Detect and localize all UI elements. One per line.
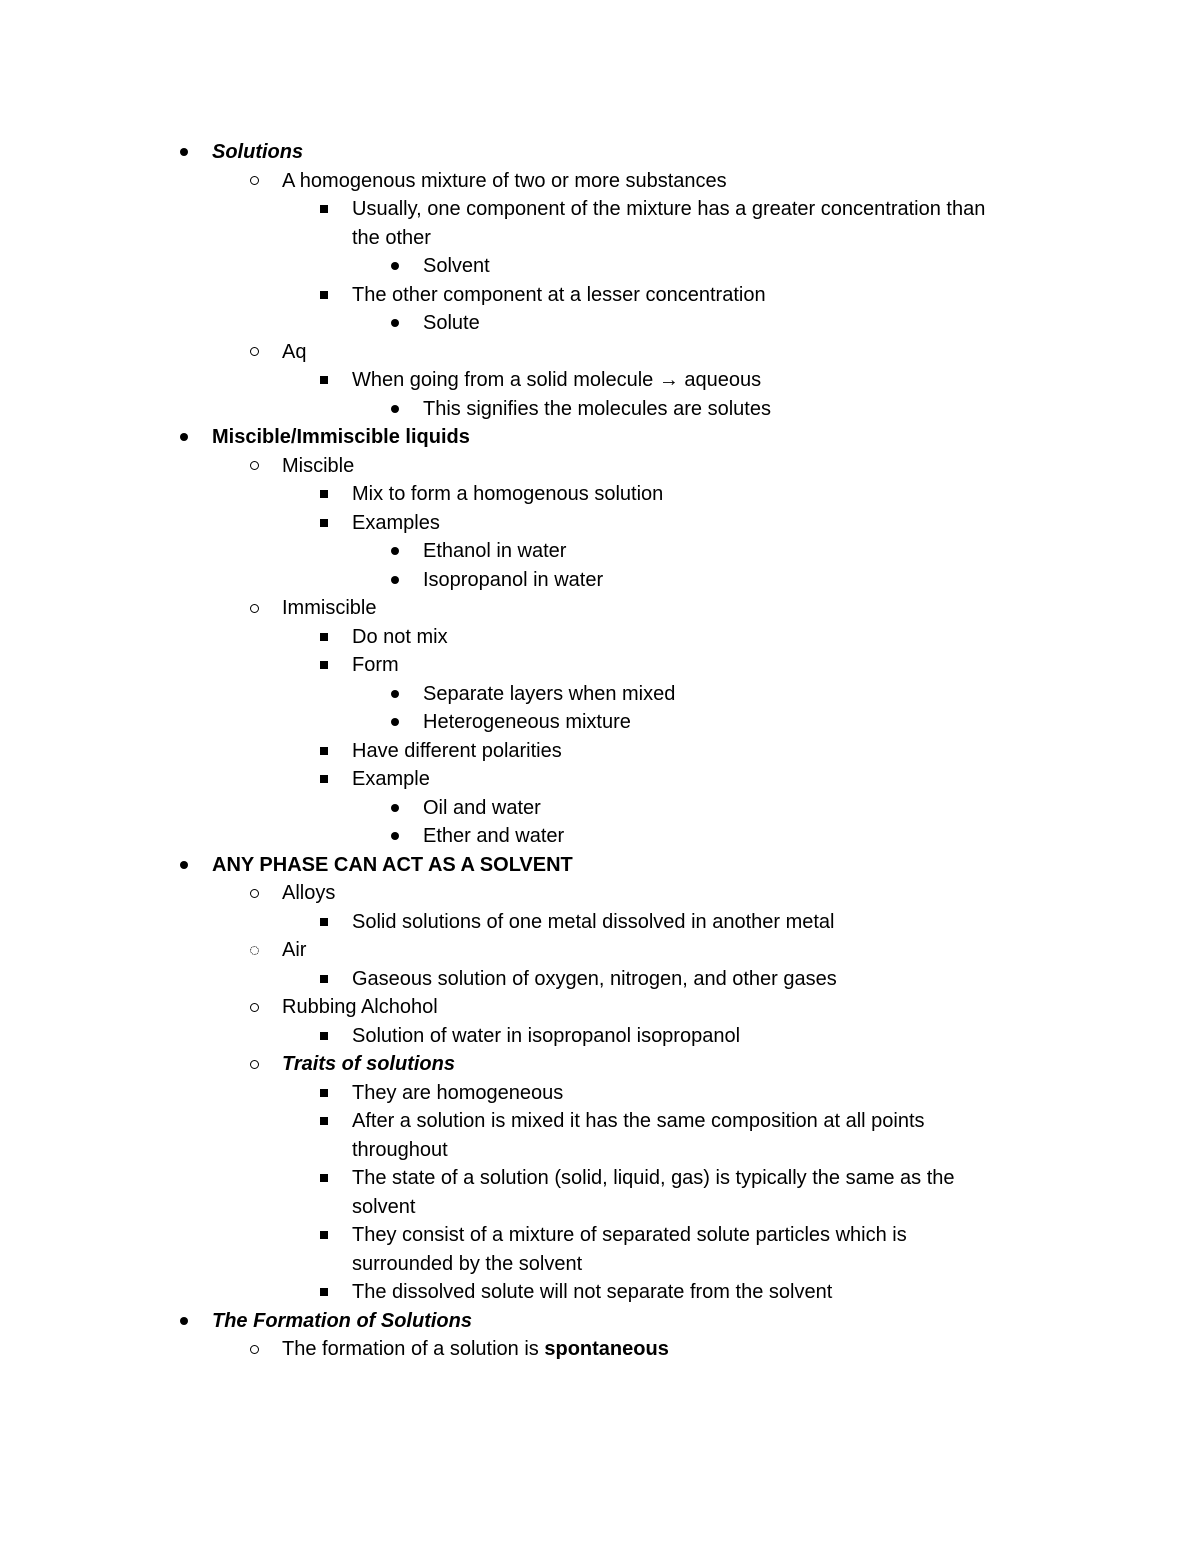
list-item-text <box>282 452 354 481</box>
list-item-label: Isopropanol in water <box>423 568 604 591</box>
filled-square-bullet-icon <box>316 366 332 395</box>
list-item-level-4 <box>0 680 1200 709</box>
list-item-level-1 <box>0 1307 1200 1336</box>
list-item-level-2 <box>0 1335 1200 1364</box>
list-item-label: A homogenous mixture of two or more substances <box>282 169 727 192</box>
filled-square-bullet-icon <box>316 651 332 680</box>
list-item-text <box>352 1136 448 1165</box>
list-item-text <box>352 623 448 652</box>
list-item-label: Air <box>282 939 307 961</box>
list-item-text <box>352 195 985 224</box>
filled-dot-bullet-icon <box>176 1307 192 1336</box>
hollow-circle-bullet-icon <box>246 167 262 196</box>
list-item-text <box>352 281 766 310</box>
filled-square-bullet-icon <box>316 281 332 310</box>
filled-dot-bullet-icon <box>387 309 403 338</box>
list-item-level-3 <box>0 1278 1200 1307</box>
list-item-level-4 <box>0 309 1200 338</box>
list-item-level-4 <box>0 395 1200 424</box>
list-item-continuation <box>0 1193 1200 1222</box>
list-item-text <box>212 851 573 880</box>
filled-square-bullet-icon <box>316 1022 332 1051</box>
list-item-text <box>423 794 541 823</box>
list-item-label: Do not mix <box>352 625 448 648</box>
list-item-label: Solvent <box>423 255 490 277</box>
list-item-label: When going from a solid molecule → aqueous <box>352 369 762 391</box>
list-item-text <box>352 1221 907 1250</box>
list-item-label: Gaseous solution of oxygen, nitrogen, and other gases <box>352 967 837 990</box>
list-item-text <box>282 338 306 367</box>
dotted-circle-bullet-icon <box>246 936 262 965</box>
filled-square-bullet-icon <box>316 623 332 652</box>
list-item-label: solvent <box>352 1195 416 1218</box>
list-item-level-4 <box>0 252 1200 281</box>
list-item-text <box>212 1307 472 1336</box>
list-item-label: Traits of solutions <box>282 1053 455 1075</box>
list-item-level-2 <box>0 1050 1200 1079</box>
list-item-label: surrounded by the solvent <box>352 1252 583 1275</box>
list-item-level-4 <box>0 708 1200 737</box>
list-item-level-3 <box>0 1164 1200 1193</box>
list-item-label: Ether and water <box>423 825 565 847</box>
filled-square-bullet-icon <box>316 195 332 224</box>
list-item-level-3 <box>0 908 1200 937</box>
filled-dot-bullet-icon <box>387 794 403 823</box>
list-item-text <box>352 480 663 509</box>
list-item-level-2 <box>0 993 1200 1022</box>
list-item-label: The state of a solution (solid, liquid, gas) is typically the same as the <box>352 1167 955 1189</box>
list-item-text <box>352 1164 955 1193</box>
list-item-text <box>212 138 303 167</box>
list-item-label: Separate layers when mixed <box>423 682 676 705</box>
list-item-label: Ethanol in water <box>423 540 567 562</box>
list-item-label: Example <box>352 768 430 790</box>
list-item-label: ANY PHASE CAN ACT AS A SOLVENT <box>212 853 573 876</box>
list-item-label: After a solution is mixed it has the same composition at all points <box>352 1110 925 1132</box>
list-item-label: The Formation of Solutions <box>212 1309 472 1332</box>
list-item-text <box>352 651 399 680</box>
list-item-level-4 <box>0 822 1200 851</box>
list-item-text <box>282 1050 455 1079</box>
list-item-text <box>282 1335 669 1364</box>
filled-square-bullet-icon <box>316 765 332 794</box>
list-item-level-3 <box>0 1107 1200 1136</box>
list-item-text <box>282 594 376 623</box>
list-item-label: Solid solutions of one metal dissolved in another metal <box>352 910 835 933</box>
filled-dot-bullet-icon <box>387 566 403 595</box>
list-item-text <box>352 1107 925 1136</box>
list-item-level-3 <box>0 1221 1200 1250</box>
list-item-level-3 <box>0 1022 1200 1051</box>
list-item-level-3 <box>0 651 1200 680</box>
list-item-text <box>423 566 603 595</box>
list-item-label: Alloys <box>282 882 336 904</box>
list-item-level-1 <box>0 138 1200 167</box>
list-item-label: throughout <box>352 1138 448 1161</box>
filled-dot-bullet-icon <box>176 138 192 167</box>
list-item-level-2 <box>0 167 1200 196</box>
list-item-label: Form <box>352 654 399 676</box>
list-item-level-3 <box>0 480 1200 509</box>
filled-dot-bullet-icon <box>176 423 192 452</box>
list-item-text <box>352 509 440 538</box>
list-item-level-1 <box>0 851 1200 880</box>
list-item-text <box>282 167 727 196</box>
filled-square-bullet-icon <box>316 480 332 509</box>
list-item-level-2 <box>0 594 1200 623</box>
list-item-text <box>423 395 771 424</box>
list-item-label: Solute <box>423 312 480 334</box>
filled-square-bullet-icon <box>316 1278 332 1307</box>
list-item-level-3 <box>0 281 1200 310</box>
filled-square-bullet-icon <box>316 1164 332 1193</box>
list-item-text <box>423 708 631 737</box>
list-item-label: Examples <box>352 511 440 534</box>
list-item-label: the other <box>352 226 431 249</box>
list-item-level-1 <box>0 423 1200 452</box>
list-item-label: Solution of water in isopropanol isopropanol <box>352 1024 741 1047</box>
list-item-continuation <box>0 1136 1200 1165</box>
list-item-level-2 <box>0 936 1200 965</box>
list-item-text <box>282 936 306 965</box>
hollow-circle-bullet-icon <box>246 879 262 908</box>
filled-dot-bullet-icon <box>387 822 403 851</box>
list-item-label: The other component at a lesser concentration <box>352 283 766 306</box>
list-item-text <box>352 965 837 994</box>
list-item-text <box>352 1278 832 1307</box>
list-item-text <box>352 366 761 395</box>
emphasized-term: spontaneous <box>544 1338 669 1360</box>
list-item-level-2 <box>0 338 1200 367</box>
list-item-label: They consist of a mixture of separated solute particles which is <box>352 1224 907 1246</box>
hollow-circle-bullet-icon <box>246 594 262 623</box>
list-item-text <box>352 1193 415 1222</box>
list-item-level-3 <box>0 366 1200 395</box>
list-item-level-3 <box>0 1079 1200 1108</box>
list-item-text <box>212 423 470 452</box>
document-body <box>0 138 1200 1364</box>
list-item-label: Usually, one component of the mixture has a greater concentration than <box>352 198 986 220</box>
filled-dot-bullet-icon <box>387 537 403 566</box>
list-item-text <box>352 1079 563 1108</box>
filled-dot-bullet-icon <box>387 252 403 281</box>
list-item-text <box>352 224 431 253</box>
list-item-level-3 <box>0 765 1200 794</box>
list-item-label: Immiscible <box>282 597 377 619</box>
list-item-level-3 <box>0 195 1200 224</box>
list-item-level-2 <box>0 452 1200 481</box>
list-item-level-2 <box>0 879 1200 908</box>
filled-square-bullet-icon <box>316 509 332 538</box>
list-item-label: The formation of a solution is <box>282 1338 545 1360</box>
filled-square-bullet-icon <box>316 1079 332 1108</box>
list-item-label: Heterogeneous mixture <box>423 711 631 733</box>
list-item-text <box>423 822 564 851</box>
list-item-text <box>423 680 675 709</box>
list-item-text <box>352 737 562 766</box>
filled-square-bullet-icon <box>316 1221 332 1250</box>
list-item-text <box>352 765 430 794</box>
list-item-label: Mix to form a homogenous solution <box>352 483 664 505</box>
filled-dot-bullet-icon <box>176 851 192 880</box>
hollow-circle-bullet-icon <box>246 1050 262 1079</box>
list-item-level-3 <box>0 623 1200 652</box>
list-item-label: Have different polarities <box>352 739 562 762</box>
list-item-label: Miscible <box>282 454 355 477</box>
hollow-circle-bullet-icon <box>246 452 262 481</box>
filled-square-bullet-icon <box>316 908 332 937</box>
hollow-circle-bullet-icon <box>246 1335 262 1364</box>
filled-square-bullet-icon <box>316 965 332 994</box>
list-item-level-3 <box>0 965 1200 994</box>
list-item-label: The dissolved solute will not separate from the solvent <box>352 1281 833 1303</box>
list-item-text <box>352 1250 582 1279</box>
hollow-circle-bullet-icon <box>246 993 262 1022</box>
hollow-circle-bullet-icon <box>246 338 262 367</box>
list-item-level-3 <box>0 509 1200 538</box>
list-item-level-4 <box>0 537 1200 566</box>
list-item-text <box>282 879 335 908</box>
list-item-label: They are homogeneous <box>352 1081 564 1104</box>
list-item-text <box>423 309 480 338</box>
list-item-level-3 <box>0 737 1200 766</box>
list-item-text <box>423 537 566 566</box>
list-item-text <box>282 993 438 1022</box>
list-item-continuation <box>0 1250 1200 1279</box>
list-item-label: Aq <box>282 340 307 363</box>
list-item-level-4 <box>0 794 1200 823</box>
filled-dot-bullet-icon <box>387 395 403 424</box>
list-item-text <box>352 908 835 937</box>
filled-square-bullet-icon <box>316 737 332 766</box>
filled-square-bullet-icon <box>316 1107 332 1136</box>
list-item-level-4 <box>0 566 1200 595</box>
list-item-label: Rubbing Alchohol <box>282 996 438 1018</box>
list-item-label: This signifies the molecules are solutes <box>423 397 771 420</box>
list-item-label: Miscible/Immiscible liquids <box>212 426 470 448</box>
list-item-label: Oil and water <box>423 796 541 819</box>
list-item-label: Solutions <box>212 141 304 163</box>
filled-dot-bullet-icon <box>387 680 403 709</box>
filled-dot-bullet-icon <box>387 708 403 737</box>
list-item-text <box>423 252 490 281</box>
list-item-continuation <box>0 224 1200 253</box>
list-item-text <box>352 1022 740 1051</box>
